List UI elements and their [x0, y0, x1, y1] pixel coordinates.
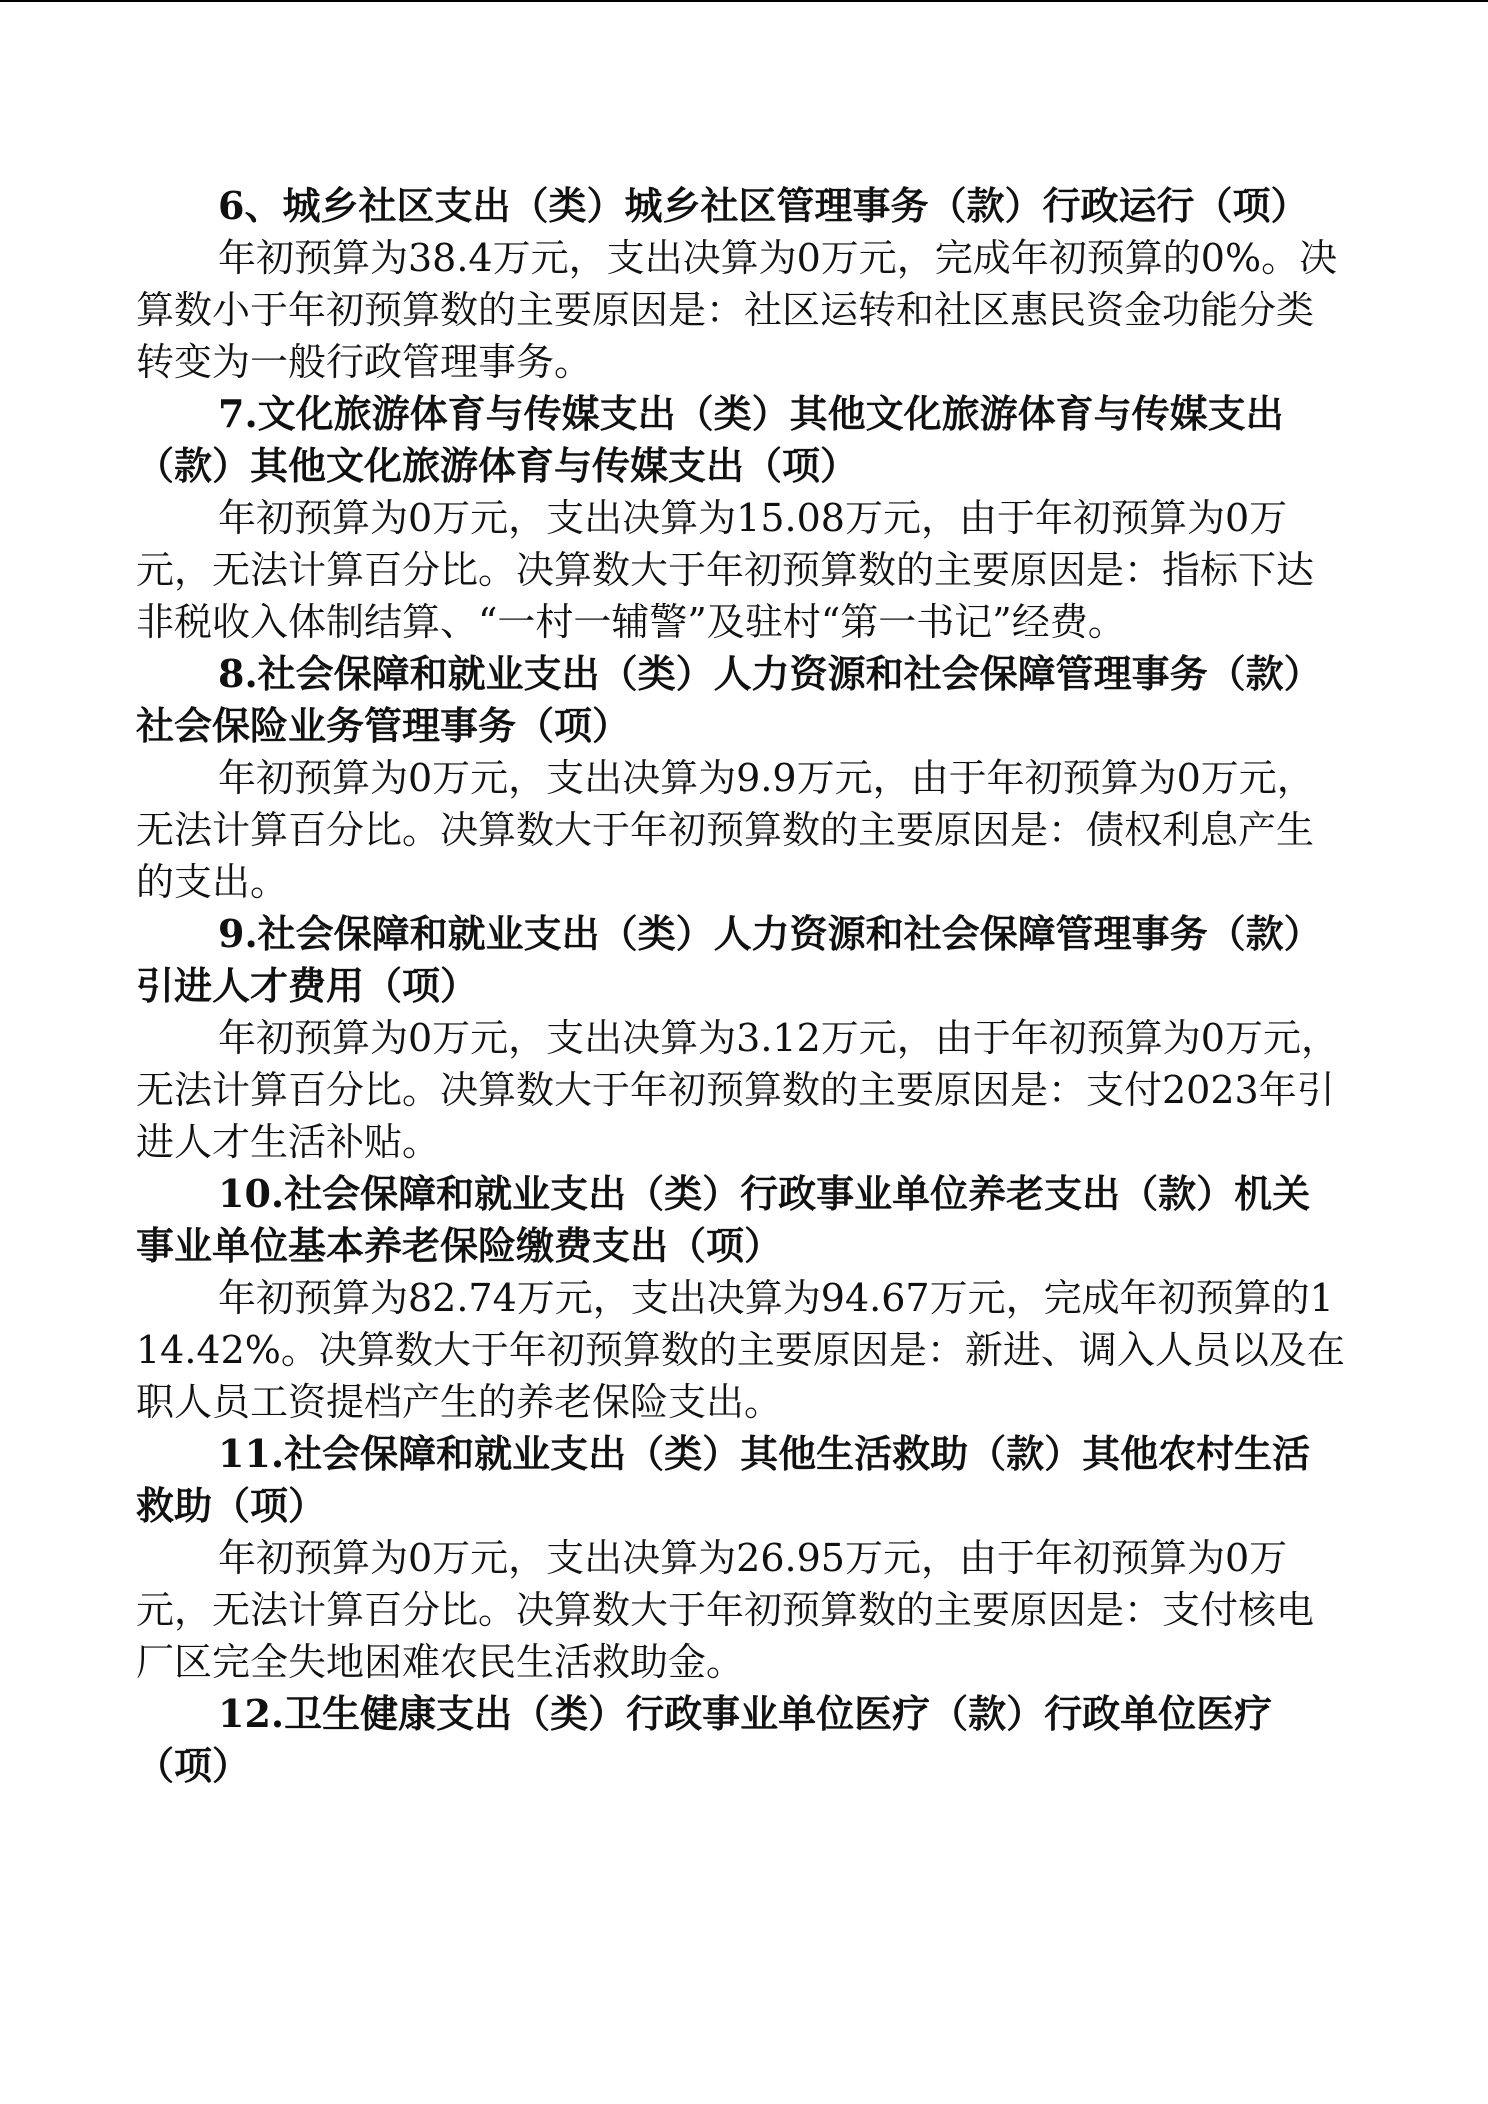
section-7-heading: 7.文化旅游体育与传媒支出（类）其他文化旅游体育与传媒支出（款）其他文化旅游体育与传媒支出（项）: [136, 391, 1284, 488]
section-10-body: 年初预算为82.74万元，支出决算为94.67万元，完成年初预算的114.42%。决算数大于年初预算数的主要原因是：新进、调入人员以及在职人员工资提档产生的养老保险支出。: [136, 1276, 1345, 1424]
section-8-body: 年初预算为0万元，支出决算为9.9万元，由于年初预算为0万元，无法计算百分比。决算数大于年初预算数的主要原因是：债权利息产生的支出。: [136, 756, 1315, 904]
section-10-heading: 10.社会保障和就业支出（类）行政事业单位养老支出（款）机关事业单位基本养老保险缴费支出（项）: [136, 1171, 1311, 1268]
section-6-heading: 6、城乡社区支出（类）城乡社区管理事务（款）行政运行（项）: [218, 183, 1309, 228]
section-11-heading: 11.社会保障和就业支出（类）其他生活救助（款）其他农村生活救助（项）: [136, 1431, 1311, 1528]
section-9-heading: 9.社会保障和就业支出（类）人力资源和社会保障管理事务（款）引进人才费用（项）: [136, 911, 1322, 1008]
section-12-heading: 12.卫生健康支出（类）行政事业单位医疗（款）行政单位医疗（项）: [136, 1691, 1273, 1788]
section-6-body: 年初预算为38.4万元，支出决算为0万元，完成年初预算的0%。决算数小于年初预算数的主要原因是：社区运转和社区惠民资金功能分类转变为一般行政管理事务。: [136, 236, 1338, 384]
section-8-heading: 8.社会保障和就业支出（类）人力资源和社会保障管理事务（款）社会保险业务管理事务（项）: [136, 651, 1322, 748]
page-top-border: [0, 0, 1488, 2]
document-body: [136, 180, 1348, 1792]
section-7-body: 年初预算为0万元，支出决算为15.08万元，由于年初预算为0万元，无法计算百分比。决算数大于年初预算数的主要原因是：指标下达非税收入体制结算、“一村一辅警”及驻村“第一书记”经费。: [136, 496, 1315, 644]
section-11-body: 年初预算为0万元，支出决算为26.95万元，由于年初预算为0万元，无法计算百分比。决算数大于年初预算数的主要原因是：支付核电厂区完全失地困难农民生活救助金。: [136, 1536, 1315, 1684]
section-9-body: 年初预算为0万元，支出决算为3.12万元，由于年初预算为0万元，无法计算百分比。决算数大于年初预算数的主要原因是：支付2023年引进人才生活补贴。: [136, 1016, 1339, 1164]
